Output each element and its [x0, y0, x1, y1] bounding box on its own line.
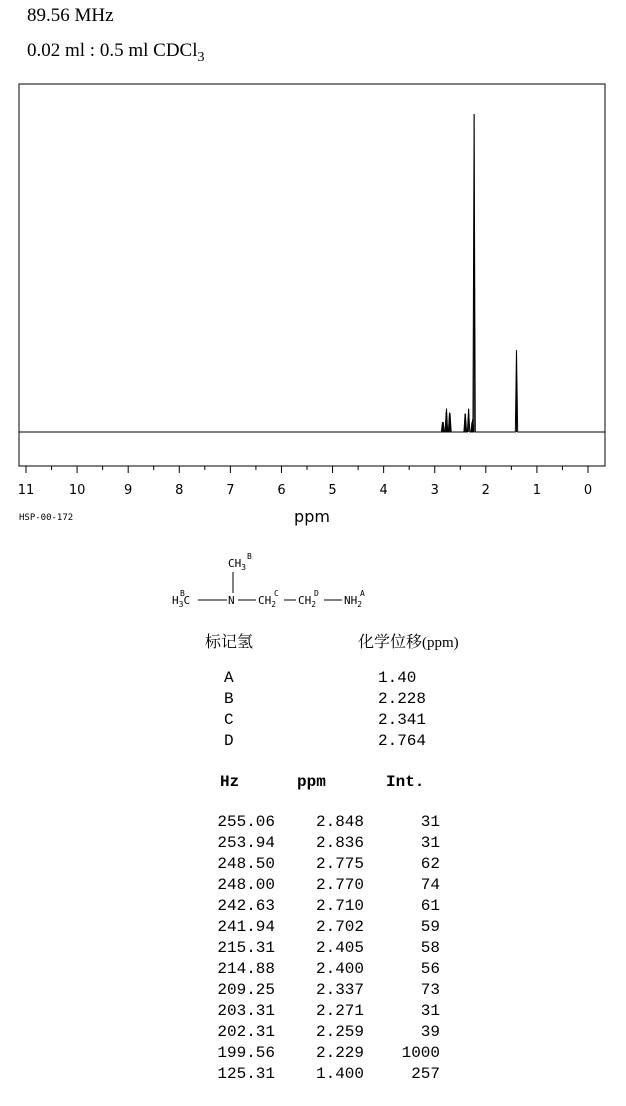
assign-col-shift-text: 化学位移	[358, 632, 423, 651]
molecule-structure	[170, 548, 390, 610]
peak-hz: 214.88	[217, 960, 275, 978]
x-tick-label: 8	[175, 483, 184, 498]
x-tick-label: 9	[124, 483, 133, 498]
assign-shift: 1.40	[378, 669, 417, 687]
peak-hz: 202.31	[217, 1023, 275, 1041]
x-tick-label: 0	[583, 483, 593, 498]
peak-hz: 209.25	[217, 981, 275, 999]
x-tick-label: 1	[532, 483, 542, 498]
assign-label: D	[224, 732, 234, 750]
peak-ppm: 1.400	[315, 1065, 364, 1083]
ch2-d: $CH_2$	[298, 594, 317, 609]
x-tick-label: 4	[379, 483, 388, 498]
peak-hz: 199.56	[217, 1044, 275, 1062]
x-tick-label: 6	[277, 483, 286, 498]
spectrometer-frequency: 89.56 MHz	[27, 5, 114, 26]
x-axis-label: ppm	[294, 507, 330, 526]
x-tick-label: 10	[68, 483, 86, 498]
sample-subscript: 3	[197, 49, 205, 65]
left-methyl: $H_3C$	[172, 594, 191, 609]
ch2-d-label: D	[314, 589, 319, 598]
peak-ppm: 2.271	[315, 1002, 364, 1020]
peak-int: 39	[420, 1023, 440, 1041]
peak-hz: 125.31	[217, 1065, 275, 1083]
peak-hz: 203.31	[217, 1002, 275, 1020]
peak-hz: 242.63	[217, 897, 275, 915]
peak-marks	[442, 114, 516, 432]
peak-col-ppm: ppm	[297, 773, 326, 791]
peak-int: 31	[420, 834, 440, 852]
top-methyl: $CH_3$	[228, 557, 247, 572]
peak-int: 1000	[401, 1044, 440, 1062]
peak-ppm: 2.259	[315, 1023, 364, 1041]
peak-hz: 253.94	[217, 834, 275, 852]
peak-hz: 255.06	[217, 813, 275, 831]
peak-ppm: 2.770	[315, 876, 364, 894]
x-axis-ticks	[26, 466, 588, 473]
peak-hz: 241.94	[217, 918, 275, 936]
peak-hz: 248.00	[217, 876, 275, 894]
x-tick-label: 5	[328, 483, 337, 498]
peak-ppm: 2.229	[315, 1044, 364, 1062]
peak-hz: 215.31	[217, 939, 275, 957]
assign-col-shift	[358, 629, 459, 652]
x-tick-label: 2	[481, 483, 490, 498]
nh2-label: A	[360, 589, 365, 598]
peak-ppm: 2.775	[315, 855, 364, 873]
peak-int: 59	[420, 918, 440, 936]
peak-int: 73	[420, 981, 440, 999]
peak-ppm: 2.702	[315, 918, 364, 936]
peak-ppm: 2.710	[315, 897, 364, 915]
assign-label: C	[224, 711, 234, 729]
peak-col-hz: Hz	[220, 773, 240, 791]
sample-main: 0.02 ml : 0.5 ml CDCl	[27, 40, 198, 61]
assign-shift: 2.764	[378, 732, 427, 750]
peak-int: 31	[420, 813, 440, 831]
peak-int: 61	[420, 897, 440, 915]
assign-shift: 2.228	[378, 690, 427, 708]
x-tick-label: 11	[17, 483, 35, 498]
peak-hz: 248.50	[217, 855, 275, 873]
nh2-group: $NH_2$	[344, 594, 363, 609]
assign-col-proton: 标记氢	[205, 632, 254, 651]
ch2-c-label: C	[274, 589, 279, 598]
peak-ppm: 2.337	[315, 981, 364, 999]
assign-col-shift-unit: (ppm)	[422, 635, 459, 651]
peak-ppm: 2.848	[315, 813, 364, 831]
assign-label: B	[224, 690, 234, 708]
peak-int: 62	[420, 855, 440, 873]
assign-label: A	[224, 669, 234, 687]
spectrum-trace	[19, 114, 605, 432]
spectrum-code: HSP-00-172	[19, 513, 74, 523]
nmr-spectrum-chart	[0, 0, 626, 540]
x-tick-label: 3	[430, 483, 439, 498]
peak-int: 257	[411, 1065, 440, 1083]
x-axis-tick-labels	[18, 483, 592, 498]
assign-shift: 2.341	[378, 711, 427, 729]
top-methyl-label: B	[247, 552, 252, 561]
peak-int: 74	[420, 876, 440, 894]
peak-col-int: Int.	[386, 773, 425, 791]
peak-ppm: 2.405	[315, 939, 364, 957]
peak-ppm: 2.836	[315, 834, 364, 852]
peak-int: 58	[420, 939, 440, 957]
nitrogen-atom: N	[228, 594, 235, 607]
ch2-c: $CH_2$	[258, 594, 277, 609]
peak-ppm: 2.400	[315, 960, 364, 978]
x-tick-label: 7	[226, 483, 235, 498]
peak-int: 56	[420, 960, 440, 978]
left-methyl-label: B	[180, 589, 185, 598]
peak-int: 31	[420, 1002, 440, 1020]
